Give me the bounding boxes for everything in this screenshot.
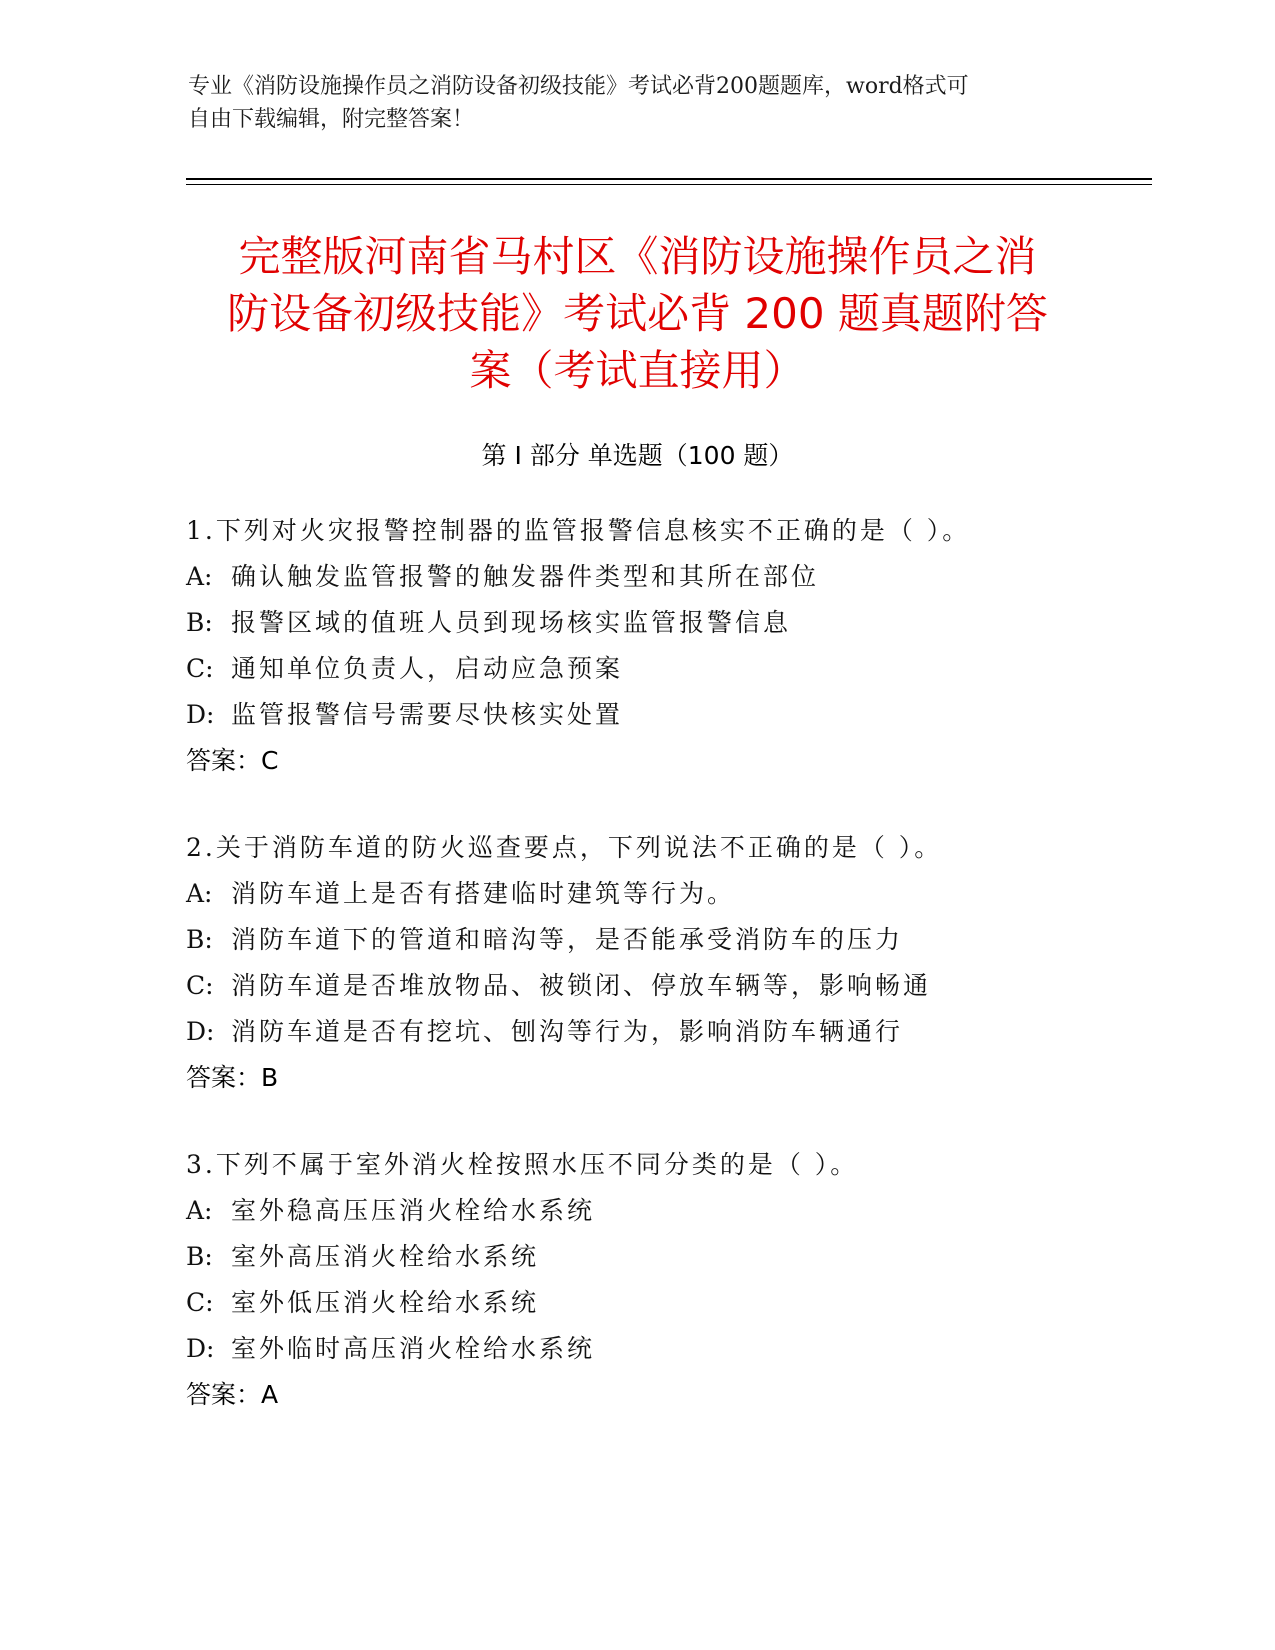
answer-label: 答案：B xyxy=(186,1063,279,1092)
option-text: 消防车道上是否有搭建临时建筑等行为。 xyxy=(231,879,736,908)
option-a xyxy=(186,871,1146,917)
header-note-line-1: 专业《消防设施操作员之消防设备初级技能》考试必背200题题库，word格式可 xyxy=(188,74,969,99)
option-letter: B: xyxy=(186,1242,213,1271)
option-letter: C: xyxy=(186,971,214,1000)
option-text: 消防车道是否堆放物品、被锁闭、停放车辆等，影响畅通 xyxy=(231,971,932,1000)
question-stem: 1.下列对火灾报警控制器的监管报警信息核实不正确的是（ ）。 xyxy=(186,516,971,545)
document-title xyxy=(190,228,1085,399)
document-title-line-2: 防设备初级技能》考试必背 200 题真题附答 xyxy=(227,289,1048,338)
option-letter: D: xyxy=(186,1334,215,1363)
option-c xyxy=(186,1280,1146,1326)
option-letter: A: xyxy=(186,562,213,591)
option-letter: A: xyxy=(186,879,213,908)
header-divider-thick xyxy=(186,178,1152,180)
question-stem: 3.下列不属于室外消火栓按照水压不同分类的是（ ）。 xyxy=(186,1150,859,1179)
option-text: 消防车道下的管道和暗沟等，是否能承受消防车的压力 xyxy=(231,925,904,954)
option-d xyxy=(186,692,1146,738)
option-b xyxy=(186,1234,1146,1280)
option-b xyxy=(186,917,1146,963)
answer-label: 答案：A xyxy=(186,1380,279,1409)
question-1 xyxy=(186,508,1146,784)
option-letter: B: xyxy=(186,608,213,637)
section-title: 第 I 部分 单选题（100 题） xyxy=(481,441,794,470)
question-2 xyxy=(186,825,1146,1101)
header-divider-thin xyxy=(186,184,1152,185)
question-3 xyxy=(186,1142,1146,1418)
option-text: 室外高压消火栓给水系统 xyxy=(231,1242,540,1271)
option-text: 室外临时高压消火栓给水系统 xyxy=(231,1334,596,1363)
option-a xyxy=(186,1188,1146,1234)
option-text: 消防车道是否有挖坑、刨沟等行为，影响消防车辆通行 xyxy=(231,1017,904,1046)
option-a xyxy=(186,554,1146,600)
option-text: 室外低压消火栓给水系统 xyxy=(231,1288,540,1317)
option-letter: D: xyxy=(186,700,215,729)
option-c xyxy=(186,963,1146,1009)
option-text: 确认触发监管报警的触发器件类型和其所在部位 xyxy=(231,562,820,591)
option-letter: B: xyxy=(186,925,213,954)
document-title-line-3: 案（考试直接用） xyxy=(469,346,806,395)
question-stem: 2.关于消防车道的防火巡查要点，下列说法不正确的是（ ）。 xyxy=(186,833,943,862)
option-text: 监管报警信号需要尽快核实处置 xyxy=(231,700,624,729)
option-d xyxy=(186,1009,1146,1055)
option-text: 报警区域的值班人员到现场核实监管报警信息 xyxy=(231,608,792,637)
option-text: 通知单位负责人，启动应急预案 xyxy=(231,654,624,683)
option-letter: C: xyxy=(186,1288,214,1317)
header-note xyxy=(188,70,1068,136)
answer-label: 答案：C xyxy=(186,746,279,775)
header-note-line-2: 自由下载编辑，附完整答案！ xyxy=(188,107,475,132)
option-letter: D: xyxy=(186,1017,215,1046)
option-text: 室外稳高压压消火栓给水系统 xyxy=(231,1196,596,1225)
option-letter: A: xyxy=(186,1196,213,1225)
document-title-line-1: 完整版河南省马村区《消防设施操作员之消 xyxy=(238,232,1037,281)
option-c xyxy=(186,646,1146,692)
option-d xyxy=(186,1326,1146,1372)
option-b xyxy=(186,600,1146,646)
option-letter: C: xyxy=(186,654,214,683)
